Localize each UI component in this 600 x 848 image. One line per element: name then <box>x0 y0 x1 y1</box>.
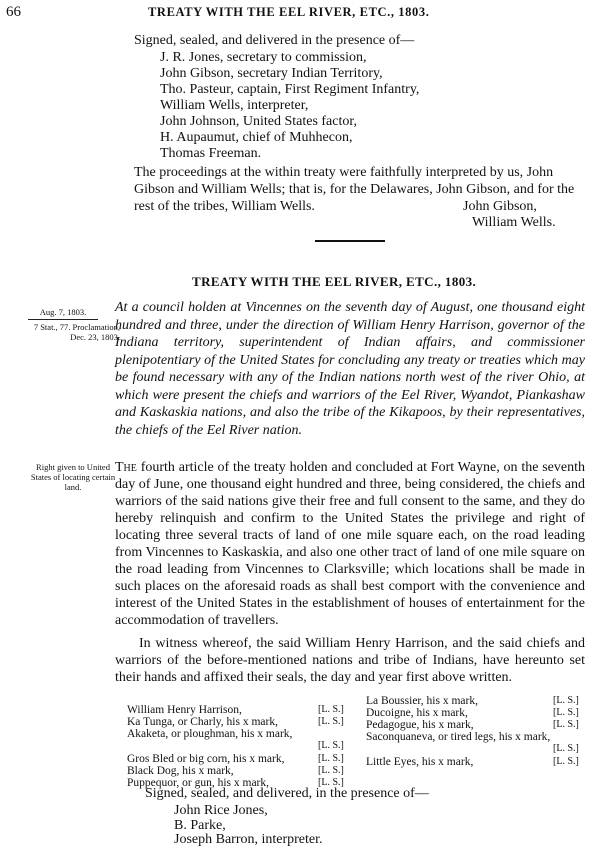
seal-mark: [L. S.] <box>553 743 579 754</box>
margin-statute-reference: 7 Stat., 77. Proclamation, Dec. 23, 1803. <box>33 322 120 342</box>
signer-right: Ducoigne, his x mark, <box>366 707 468 719</box>
certifier-name: John Gibson, <box>463 199 537 214</box>
previous-witness: William Wells, interpreter, <box>160 98 309 113</box>
treaty-title: TREATY WITH THE EEL RIVER, ETC., 1803. <box>192 274 477 289</box>
interpretation-certification: The proceedings at the within treaty were faithfully interpreted by us, John Gibson and William Wells; that is, for the Delawares, John Gibson, and for the rest of the tribes, William Wells. <box>134 165 575 214</box>
seal-mark: [L. S.] <box>318 765 344 776</box>
margin-article-note: Right given to United States of locating certain land. <box>30 462 116 492</box>
page-number: 66 <box>6 4 21 20</box>
seal-mark: [L. S.] <box>318 716 344 727</box>
seal-mark: [L. S.] <box>553 756 579 767</box>
signer-right: Pedagogue, his x mark, <box>366 719 474 731</box>
previous-witness: Tho. Pasteur, captain, First Regiment Infantry, <box>160 82 420 97</box>
certifier-name: William Wells. <box>472 215 556 230</box>
previous-witness: John Gibson, secretary Indian Territory, <box>160 66 383 81</box>
seal-mark: [L. S.] <box>318 777 344 788</box>
witness-clause: In witness whereof, the said William Henry Harrison, and the said chiefs and warriors of the before-mentioned nations and tribe of Indians, have hereunto set their hands and affixed their seals, the day and year first above written. <box>115 636 585 685</box>
seal-mark: [L. S.] <box>318 740 344 751</box>
previous-signature-intro: Signed, sealed, and delivered in the presence of— <box>134 33 415 48</box>
closing-witness: B. Parke, <box>174 818 226 833</box>
seal-mark: [L. S.] <box>553 695 579 706</box>
treaty-preamble: At a council holden at Vincennes on the seventh day of August, one thousand eight hundred and three, under the direction of William Henry Harrison, governor of the Indiana territory, superintendent of Indian affairs, and commissioner plenipotentiary of the United States for concluding any treaty or treaties which may be found necessary with any of the Indian nations north west of the river Ohio, at which were present the chiefs and warriors of the Eel River, Wyandot, Piankashaw and Kaskaskia nations, and also the tribe of the Kikapoos, by their representatives, the chiefs of the Eel River nation. <box>115 300 585 438</box>
signer-left: Ka Tunga, or Charly, his x mark, <box>127 716 278 728</box>
seal-mark: [L. S.] <box>553 707 579 718</box>
running-title: TREATY WITH THE EEL RIVER, ETC., 1803. <box>148 5 430 19</box>
previous-witness: J. R. Jones, secretary to commission, <box>160 50 367 65</box>
margin-date: Aug. 7, 1803. <box>28 307 98 320</box>
signer-right: Little Eyes, his x mark, <box>366 756 474 768</box>
previous-witness: H. Aupaumut, chief of Muhhecon, <box>160 130 353 145</box>
seal-mark: [L. S.] <box>553 719 579 730</box>
article-lead-word: The <box>115 460 137 475</box>
section-divider <box>315 240 385 242</box>
previous-witness: Thomas Freeman. <box>160 146 262 161</box>
closing-witness: Joseph Barron, interpreter. <box>174 832 323 847</box>
closing-witness: John Rice Jones, <box>174 803 268 818</box>
article-text: fourth article of the treaty holden and concluded at Fort Wayne, on the seventh day of June, one thousand eight hundred and three, being considered, the chiefs and warriors of the said nations give their free and full consent to the same, and they do hereby relinquish and confirm to the United States the privilege and right of locating three several tracts of land of one mile square each, on the road leading from Vincennes to Kaskaskia, and also one other tract of land of one mile square on the road leading from Vincennes to Clarksville; which locations shall be made in such places on the aforesaid roads as shall best comport with the convenience and interest of the United States in the establishment of houses of entertainment for the accommodation of travellers. <box>115 460 585 628</box>
signer-left: William Henry Harrison, <box>127 704 242 716</box>
seal-mark: [L. S.] <box>318 753 344 764</box>
treaty-article <box>115 459 585 629</box>
seal-mark: [L. S.] <box>318 704 344 715</box>
signer-left: Akaketa, or ploughman, his x mark, <box>127 728 293 740</box>
signer-left: Black Dog, his x mark, <box>127 765 234 777</box>
signer-left: Puppequor, or gun, his x mark, <box>127 777 269 789</box>
signer-right: La Boussier, his x mark, <box>366 695 478 707</box>
signer-right: Saconquaneva, or tired legs, his x mark, <box>366 731 551 743</box>
closing-signature-intro: Signed, sealed, and delivered, in the presence of— <box>145 786 429 801</box>
signer-left: Gros Bled or big corn, his x mark, <box>127 753 285 765</box>
previous-witness: John Johnson, United States factor, <box>160 114 357 129</box>
